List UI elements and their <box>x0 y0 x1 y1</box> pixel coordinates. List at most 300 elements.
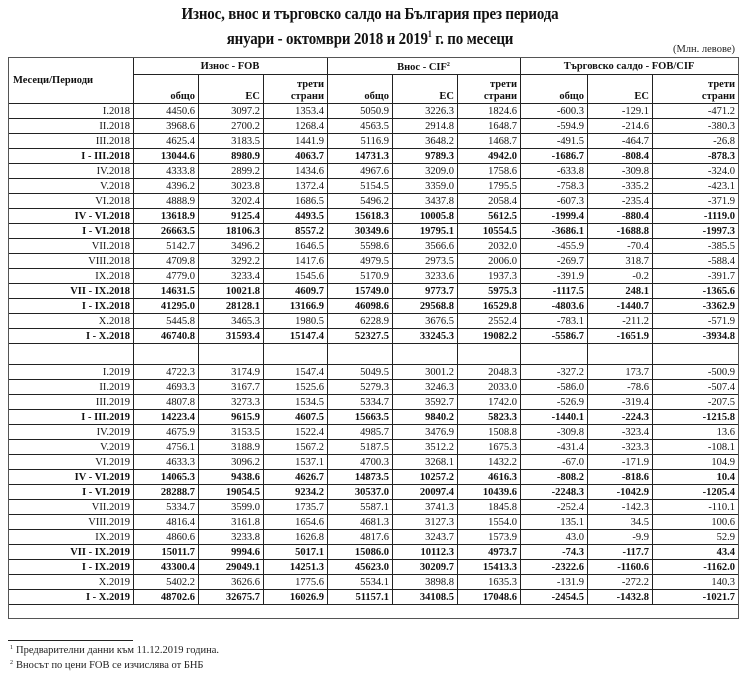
period-cell: IV.2019 <box>9 425 134 440</box>
title-footnote-ref: 1 <box>427 29 432 39</box>
import-third-cell: 5975.3 <box>458 284 521 299</box>
period-cell: I - IX.2018 <box>9 299 134 314</box>
balance-eu-cell: -880.4 <box>588 209 653 224</box>
table-row <box>9 254 739 269</box>
export-total-cell: 5402.2 <box>134 575 199 590</box>
import-total-cell: 5049.5 <box>328 365 393 380</box>
import-third-cell: 1937.3 <box>458 269 521 284</box>
balance-total-cell: -67.0 <box>521 455 588 470</box>
import-total-cell: 4817.6 <box>328 530 393 545</box>
import-third-cell: 1648.7 <box>458 119 521 134</box>
title-line-2 <box>44 24 695 49</box>
balance-total-cell: 135.1 <box>521 515 588 530</box>
period-cell: I - VI.2018 <box>9 224 134 239</box>
import-total-cell <box>328 344 393 365</box>
period-cell: II.2018 <box>9 119 134 134</box>
export-total-cell: 46740.8 <box>134 329 199 344</box>
import-total-cell: 46098.6 <box>328 299 393 314</box>
import-eu-cell: 34108.5 <box>393 590 458 605</box>
export-third-cell: 1522.4 <box>264 425 328 440</box>
balance-total-cell: -2322.6 <box>521 560 588 575</box>
export-total-cell: 5334.7 <box>134 500 199 515</box>
export-third-cell: 1372.4 <box>264 179 328 194</box>
period-cell: X.2018 <box>9 314 134 329</box>
balance-third-cell: -878.3 <box>653 149 739 164</box>
export-third-cell: 1537.1 <box>264 455 328 470</box>
balance-total-cell: -1999.4 <box>521 209 588 224</box>
import-total-cell: 15749.0 <box>328 284 393 299</box>
import-third-cell: 10439.6 <box>458 485 521 500</box>
import-eu-cell: 3437.8 <box>393 194 458 209</box>
balance-third-cell: 43.4 <box>653 545 739 560</box>
import-third-cell: 1824.6 <box>458 104 521 119</box>
balance-third-cell: -380.3 <box>653 119 739 134</box>
export-total-cell: 4807.8 <box>134 395 199 410</box>
import-eu-cell: 3246.3 <box>393 380 458 395</box>
import-total-cell: 5116.9 <box>328 134 393 149</box>
table-row <box>9 134 739 149</box>
import-third-cell: 19082.2 <box>458 329 521 344</box>
import-third-cell: 1573.9 <box>458 530 521 545</box>
balance-eu-cell: -335.2 <box>588 179 653 194</box>
subtotal-row <box>9 410 739 425</box>
balance-total-cell: -526.9 <box>521 395 588 410</box>
import-third-cell: 1845.8 <box>458 500 521 515</box>
export-total-cell: 4860.6 <box>134 530 199 545</box>
import-eu-cell: 3243.7 <box>393 530 458 545</box>
table-row <box>9 455 739 470</box>
import-eu-cell: 30209.7 <box>393 560 458 575</box>
period-cell: I - IX.2019 <box>9 560 134 575</box>
period-cell: II.2019 <box>9 380 134 395</box>
export-total-cell: 14631.5 <box>134 284 199 299</box>
export-third-cell: 1268.4 <box>264 119 328 134</box>
import-third-cell <box>458 344 521 365</box>
import-total-cell: 15618.3 <box>328 209 393 224</box>
balance-eu-cell: 34.5 <box>588 515 653 530</box>
import-total-cell: 52327.5 <box>328 329 393 344</box>
period-cell: IV.2018 <box>9 164 134 179</box>
balance-eu-cell: -323.3 <box>588 440 653 455</box>
export-total-cell: 4722.3 <box>134 365 199 380</box>
import-third-cell: 16529.8 <box>458 299 521 314</box>
balance-eu-cell: -214.6 <box>588 119 653 134</box>
balance-eu-cell: -319.4 <box>588 395 653 410</box>
import-eu-cell: 3268.1 <box>393 455 458 470</box>
table-row <box>9 365 739 380</box>
balance-third-cell: -571.9 <box>653 314 739 329</box>
import-group-label: Внос - CIF <box>397 61 447 73</box>
balance-eu-cell: -235.4 <box>588 194 653 209</box>
export-third-cell: 1567.2 <box>264 440 328 455</box>
balance-total-cell: -1440.1 <box>521 410 588 425</box>
export-total-cell: 4888.9 <box>134 194 199 209</box>
export-total-cell: 5445.8 <box>134 314 199 329</box>
export-eu-cell: 3167.7 <box>199 380 264 395</box>
subtotal-row <box>9 485 739 500</box>
export-eu-cell: 3233.8 <box>199 530 264 545</box>
balance-eu-cell: -211.2 <box>588 314 653 329</box>
export-total-cell: 14065.3 <box>134 470 199 485</box>
balance-third-cell: -3362.9 <box>653 299 739 314</box>
import-eu-cell: 9789.3 <box>393 149 458 164</box>
period-cell: VIII.2019 <box>9 515 134 530</box>
export-total-cell: 4709.8 <box>134 254 199 269</box>
export-third-cell: 1441.9 <box>264 134 328 149</box>
period-cell: I - III.2019 <box>9 410 134 425</box>
import-third-cell: 1758.6 <box>458 164 521 179</box>
export-total-cell: 3968.6 <box>134 119 199 134</box>
export-third-cell <box>264 344 328 365</box>
balance-third-cell: -207.5 <box>653 395 739 410</box>
export-third-cell: 1626.8 <box>264 530 328 545</box>
export-group-header <box>134 58 328 75</box>
table-row <box>9 314 739 329</box>
import-third-cell: 1742.0 <box>458 395 521 410</box>
balance-third-cell: -110.1 <box>653 500 739 515</box>
import-eu-cell: 3226.3 <box>393 104 458 119</box>
period-cell: I.2018 <box>9 104 134 119</box>
export-eu-cell: 3161.8 <box>199 515 264 530</box>
export-third-cell: 13166.9 <box>264 299 328 314</box>
export-third-cell: 9234.2 <box>264 485 328 500</box>
table-row <box>9 269 739 284</box>
export-eu-cell: 28128.1 <box>199 299 264 314</box>
subheader-third-line-2: страни <box>701 91 736 102</box>
export-third-cell: 4609.7 <box>264 284 328 299</box>
import-total-cell: 5496.2 <box>328 194 393 209</box>
table-row <box>9 395 739 410</box>
period-cell <box>9 344 134 365</box>
balance-eu-cell: -272.2 <box>588 575 653 590</box>
document-title <box>44 4 695 49</box>
balance-eu-cell: -323.4 <box>588 425 653 440</box>
export-third-cell: 1547.4 <box>264 365 328 380</box>
import-third-cell: 2552.4 <box>458 314 521 329</box>
import-eu-cell: 9773.7 <box>393 284 458 299</box>
import-total-cell: 4681.3 <box>328 515 393 530</box>
export-third-cell: 15147.4 <box>264 329 328 344</box>
balance-total-cell: -131.9 <box>521 575 588 590</box>
import-eu-cell: 2914.8 <box>393 119 458 134</box>
export-eu-cell: 3465.3 <box>199 314 264 329</box>
import-third-cell: 10554.5 <box>458 224 521 239</box>
balance-eu-cell: -808.4 <box>588 149 653 164</box>
balance-third-cell: -324.0 <box>653 164 739 179</box>
balance-total-cell: -594.9 <box>521 119 588 134</box>
balance-eu-cell: -0.2 <box>588 269 653 284</box>
balance-third-cell: -507.4 <box>653 380 739 395</box>
export-third-cell: 8557.2 <box>264 224 328 239</box>
import-eu-cell: 29568.8 <box>393 299 458 314</box>
import-third-cell: 1795.5 <box>458 179 521 194</box>
export-third-cell: 14251.3 <box>264 560 328 575</box>
period-column-header: Месеци/Периоди <box>9 58 134 104</box>
export-third-cell: 4493.5 <box>264 209 328 224</box>
import-eu-cell: 3209.0 <box>393 164 458 179</box>
export-total-cell: 41295.0 <box>134 299 199 314</box>
export-eu-cell: 3174.9 <box>199 365 264 380</box>
export-eu-cell: 3599.0 <box>199 500 264 515</box>
footnote-2-number: 2 <box>10 660 13 666</box>
balance-eu-cell: -224.3 <box>588 410 653 425</box>
import-eu-cell: 3001.2 <box>393 365 458 380</box>
balance-third-cell: -1021.7 <box>653 590 739 605</box>
export-total-cell: 4816.4 <box>134 515 199 530</box>
balance-third-cell: -385.5 <box>653 239 739 254</box>
footnote-divider <box>8 640 133 641</box>
export-eu-cell: 3292.2 <box>199 254 264 269</box>
table-row <box>9 179 739 194</box>
balance-third-cell: 13.6 <box>653 425 739 440</box>
balance-eu-cell: -9.9 <box>588 530 653 545</box>
subheader-third-line-1: трети <box>708 79 736 90</box>
balance-third-cell: -3934.8 <box>653 329 739 344</box>
export-total-cell <box>134 344 199 365</box>
export-third-cell: 1646.5 <box>264 239 328 254</box>
import-third-cell: 2058.4 <box>458 194 521 209</box>
export-eu-cell: 3023.8 <box>199 179 264 194</box>
period-cell: V.2018 <box>9 179 134 194</box>
export-eu-cell: 2700.2 <box>199 119 264 134</box>
export-eu-cell: 3273.3 <box>199 395 264 410</box>
export-third-cell: 1980.5 <box>264 314 328 329</box>
balance-total-cell: -5586.7 <box>521 329 588 344</box>
export-total-cell: 5142.7 <box>134 239 199 254</box>
export-total-cell: 28288.7 <box>134 485 199 500</box>
import-eu-cell: 10005.8 <box>393 209 458 224</box>
balance-total-cell: -1117.5 <box>521 284 588 299</box>
import-third-cell: 5823.3 <box>458 410 521 425</box>
balance-third-cell: -371.9 <box>653 194 739 209</box>
import-total-cell: 14731.3 <box>328 149 393 164</box>
export-total-cell: 4333.8 <box>134 164 199 179</box>
table-row <box>9 119 739 134</box>
export-third-cell: 5017.1 <box>264 545 328 560</box>
period-cell: IV - VI.2018 <box>9 209 134 224</box>
import-eu-cell: 2973.5 <box>393 254 458 269</box>
balance-total-cell: -391.9 <box>521 269 588 284</box>
period-cell: I - X.2018 <box>9 329 134 344</box>
export-total-cell: 48702.6 <box>134 590 199 605</box>
balance-eu-cell: 173.7 <box>588 365 653 380</box>
title-line-2-text: януари - октомври 2018 и 2019 <box>226 29 428 48</box>
import-third-cell: 2048.3 <box>458 365 521 380</box>
import-eu-cell: 10257.2 <box>393 470 458 485</box>
import-eu-cell: 3512.2 <box>393 440 458 455</box>
table-row <box>9 425 739 440</box>
period-cell: VI.2019 <box>9 455 134 470</box>
balance-third-cell: -588.4 <box>653 254 739 269</box>
import-total-cell: 5334.7 <box>328 395 393 410</box>
balance-third-cell: -1215.8 <box>653 410 739 425</box>
footnote-1-text: Предварителни данни към 11.12.2019 година. <box>16 645 220 656</box>
balance-eu-cell: -1688.8 <box>588 224 653 239</box>
import-total-cell: 5598.6 <box>328 239 393 254</box>
import-total-cell: 30537.0 <box>328 485 393 500</box>
export-third-cell: 1434.6 <box>264 164 328 179</box>
export-eu-cell: 3496.2 <box>199 239 264 254</box>
period-cell: I - X.2019 <box>9 590 134 605</box>
import-total-cell: 30349.6 <box>328 224 393 239</box>
balance-total-cell: -758.3 <box>521 179 588 194</box>
balance-eu-cell: -171.9 <box>588 455 653 470</box>
balance-total-cell: -431.4 <box>521 440 588 455</box>
import-eu-cell: 20097.4 <box>393 485 458 500</box>
units-label: (Млн. левове) <box>672 44 735 55</box>
balance-eu-cell: -464.7 <box>588 134 653 149</box>
import-eu-cell: 33245.3 <box>393 329 458 344</box>
balance-eu-cell <box>588 344 653 365</box>
table-row <box>9 530 739 545</box>
balance-third-cell: -26.8 <box>653 134 739 149</box>
import-third-cell: 2006.0 <box>458 254 521 269</box>
export-eu-cell: 31593.4 <box>199 329 264 344</box>
import-total-cell: 15086.0 <box>328 545 393 560</box>
trade-table <box>8 57 739 605</box>
period-cell: III.2018 <box>9 134 134 149</box>
footnote-2 <box>10 660 203 671</box>
subheader-eu: ЕС <box>588 75 653 104</box>
import-third-cell: 1468.7 <box>458 134 521 149</box>
subheader-third-line-1: трети <box>297 79 324 90</box>
subheader-third-countries <box>458 75 521 104</box>
export-third-cell: 1545.6 <box>264 269 328 284</box>
export-eu-cell: 3188.9 <box>199 440 264 455</box>
subheader-third-countries <box>264 75 328 104</box>
export-total-cell: 26663.5 <box>134 224 199 239</box>
export-eu-cell: 10021.8 <box>199 284 264 299</box>
import-third-cell: 1508.8 <box>458 425 521 440</box>
balance-third-cell: 10.4 <box>653 470 739 485</box>
import-eu-cell: 3592.7 <box>393 395 458 410</box>
balance-third-cell: 104.9 <box>653 455 739 470</box>
import-third-cell: 4942.0 <box>458 149 521 164</box>
balance-eu-cell: -1440.7 <box>588 299 653 314</box>
period-cell: VII.2019 <box>9 500 134 515</box>
export-total-cell: 43300.4 <box>134 560 199 575</box>
balance-eu-cell: -1651.9 <box>588 329 653 344</box>
import-total-cell: 5534.1 <box>328 575 393 590</box>
table-row <box>9 164 739 179</box>
import-third-cell: 1675.3 <box>458 440 521 455</box>
balance-total-cell: -783.1 <box>521 314 588 329</box>
import-third-cell: 2032.0 <box>458 239 521 254</box>
period-cell: VII - IX.2019 <box>9 545 134 560</box>
table-row <box>9 440 739 455</box>
table-row <box>9 194 739 209</box>
balance-third-cell: -1119.0 <box>653 209 739 224</box>
subheader-total: общо <box>328 75 393 104</box>
export-eu-cell: 9615.9 <box>199 410 264 425</box>
balance-eu-cell: -70.4 <box>588 239 653 254</box>
export-total-cell: 4625.4 <box>134 134 199 149</box>
import-total-cell: 5187.5 <box>328 440 393 455</box>
export-third-cell: 1654.6 <box>264 515 328 530</box>
balance-total-cell: -327.2 <box>521 365 588 380</box>
period-cell: VII.2018 <box>9 239 134 254</box>
table-row <box>9 500 739 515</box>
import-third-cell: 5612.5 <box>458 209 521 224</box>
period-cell: IV - VI.2019 <box>9 470 134 485</box>
balance-total-cell: -808.2 <box>521 470 588 485</box>
balance-eu-cell: -1042.9 <box>588 485 653 500</box>
export-third-cell: 1534.5 <box>264 395 328 410</box>
import-total-cell: 5279.3 <box>328 380 393 395</box>
import-eu-cell: 3676.5 <box>393 314 458 329</box>
table-row <box>9 104 739 119</box>
subtotal-row <box>9 209 739 224</box>
import-eu-cell: 3648.2 <box>393 134 458 149</box>
footnote-2-text: Вносът по цени FOB се изчислява от БНБ <box>16 660 204 671</box>
subtotal-row <box>9 545 739 560</box>
balance-total-cell: -607.3 <box>521 194 588 209</box>
balance-eu-cell: -78.6 <box>588 380 653 395</box>
export-total-cell: 13044.6 <box>134 149 199 164</box>
export-total-cell: 4756.1 <box>134 440 199 455</box>
balance-total-cell: -633.8 <box>521 164 588 179</box>
balance-eu-cell: -1432.8 <box>588 590 653 605</box>
export-third-cell: 16026.9 <box>264 590 328 605</box>
export-total-cell: 4633.3 <box>134 455 199 470</box>
import-eu-cell <box>393 344 458 365</box>
import-eu-cell: 3898.8 <box>393 575 458 590</box>
balance-eu-cell: -818.6 <box>588 470 653 485</box>
balance-group-label: Търговско салдо - FOB/CIF <box>563 60 695 72</box>
export-total-cell: 15011.7 <box>134 545 199 560</box>
period-cell: I - VI.2019 <box>9 485 134 500</box>
subheader-eu: ЕС <box>393 75 458 104</box>
export-total-cell: 4450.6 <box>134 104 199 119</box>
balance-third-cell <box>653 344 739 365</box>
import-total-cell: 4985.7 <box>328 425 393 440</box>
balance-third-cell: -1205.4 <box>653 485 739 500</box>
export-total-cell: 4779.0 <box>134 269 199 284</box>
balance-eu-cell: -309.8 <box>588 164 653 179</box>
export-eu-cell: 8980.9 <box>199 149 264 164</box>
balance-third-cell: -500.9 <box>653 365 739 380</box>
balance-third-cell: -471.2 <box>653 104 739 119</box>
import-total-cell: 5050.9 <box>328 104 393 119</box>
export-eu-cell <box>199 344 264 365</box>
period-cell: IX.2018 <box>9 269 134 284</box>
subheader-third-line-2: страни <box>290 91 324 102</box>
export-eu-cell: 3626.6 <box>199 575 264 590</box>
import-third-cell: 15413.3 <box>458 560 521 575</box>
import-eu-cell: 9840.2 <box>393 410 458 425</box>
period-cell: I - III.2018 <box>9 149 134 164</box>
import-total-cell: 5154.5 <box>328 179 393 194</box>
export-group-label: Износ - FOB <box>200 60 260 72</box>
import-total-cell: 5587.1 <box>328 500 393 515</box>
export-third-cell: 4607.5 <box>264 410 328 425</box>
subtotal-row <box>9 560 739 575</box>
balance-third-cell: 52.9 <box>653 530 739 545</box>
export-third-cell: 1775.6 <box>264 575 328 590</box>
import-third-cell: 1635.3 <box>458 575 521 590</box>
balance-third-cell: -108.1 <box>653 440 739 455</box>
export-eu-cell: 9438.6 <box>199 470 264 485</box>
import-third-cell: 1432.2 <box>458 455 521 470</box>
import-third-cell: 1554.0 <box>458 515 521 530</box>
export-eu-cell: 3183.5 <box>199 134 264 149</box>
balance-eu-cell: -1160.6 <box>588 560 653 575</box>
balance-group-header <box>521 58 739 75</box>
balance-total-cell: -309.8 <box>521 425 588 440</box>
subheader-third-countries <box>653 75 739 104</box>
export-total-cell: 14223.4 <box>134 410 199 425</box>
balance-third-cell: 140.3 <box>653 575 739 590</box>
